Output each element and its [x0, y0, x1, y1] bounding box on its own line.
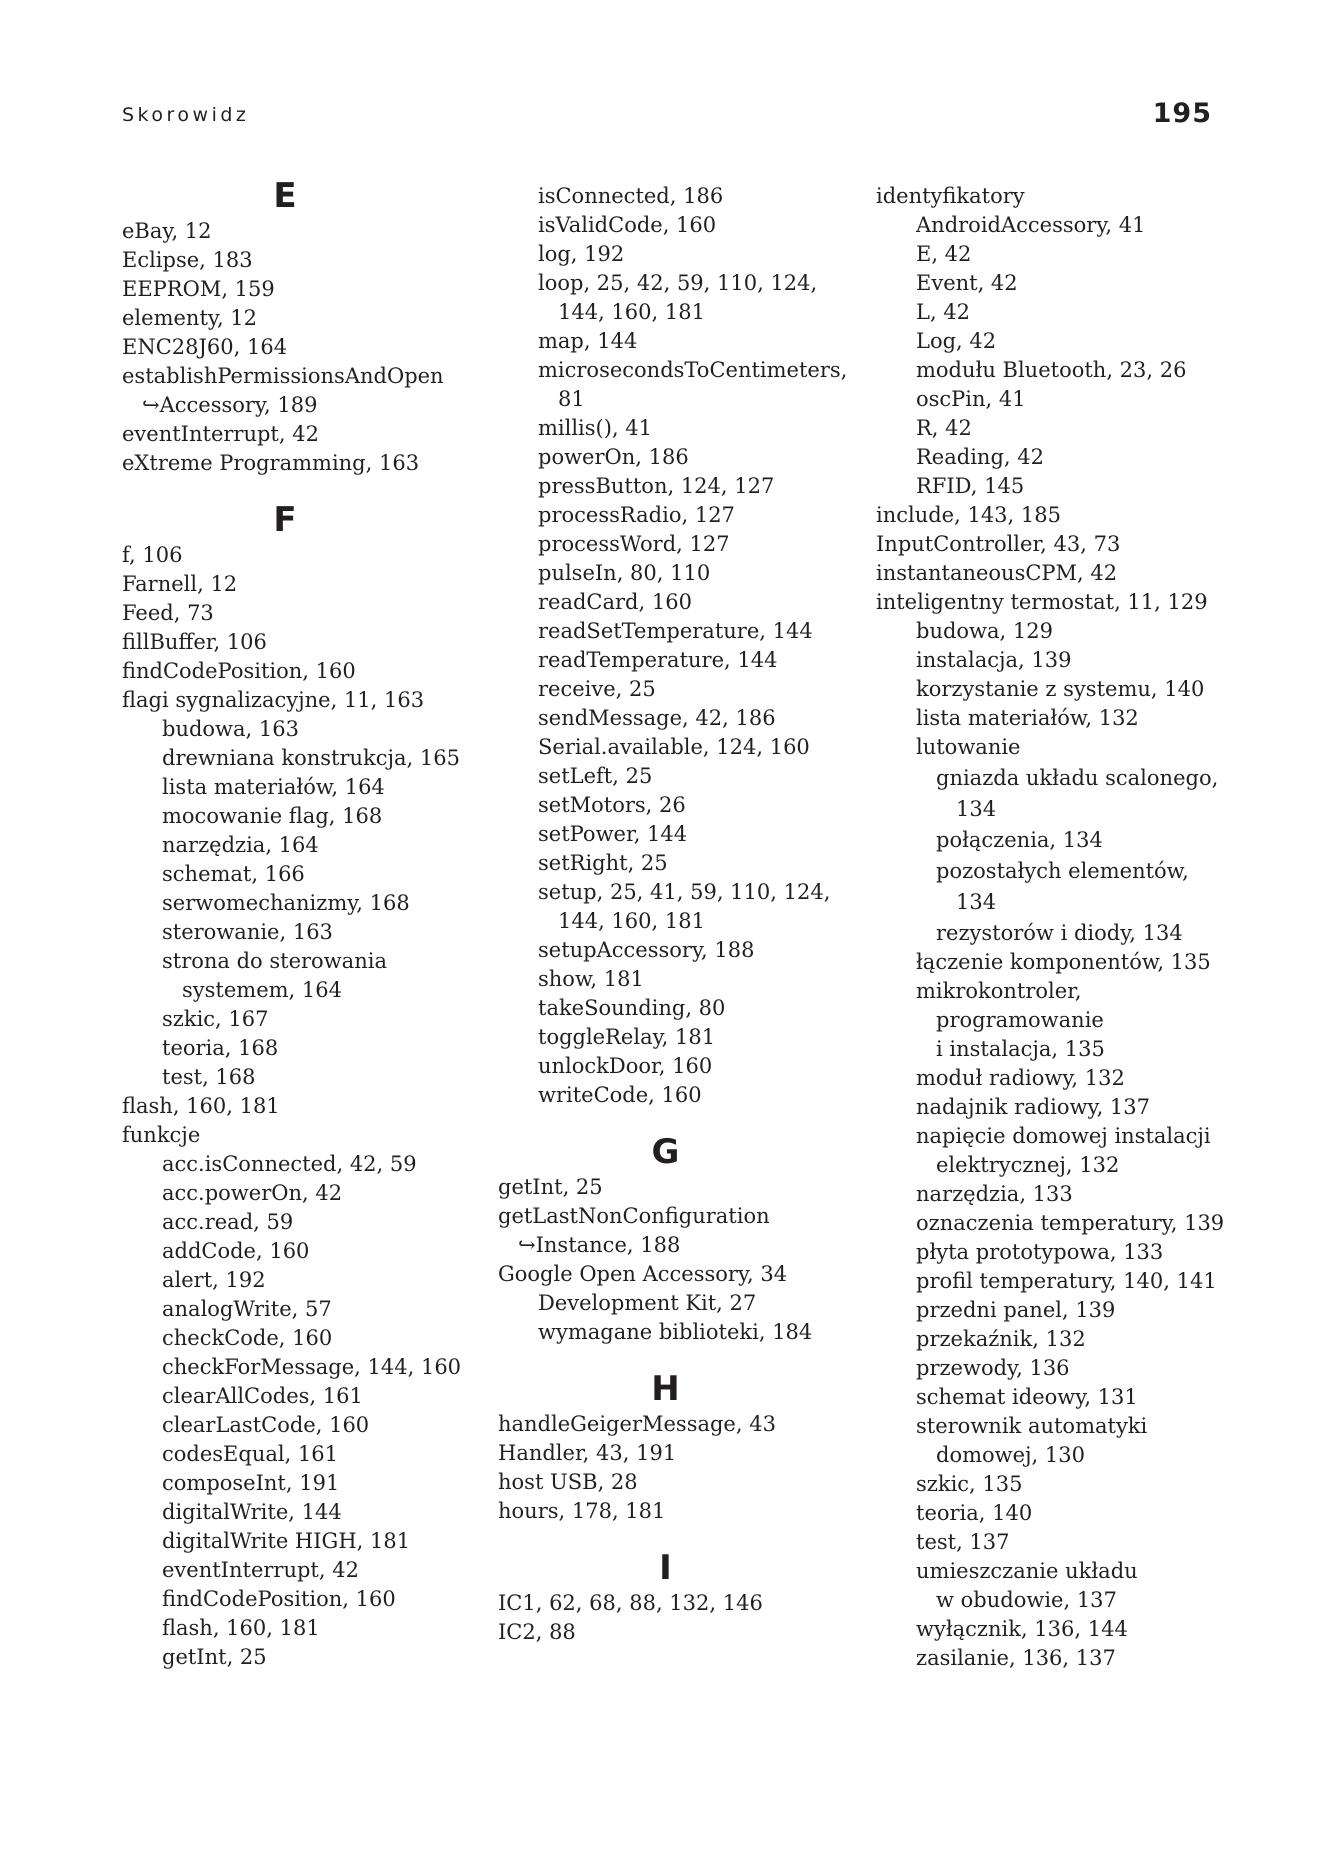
index-subentry: clearLastCode, 160 [162, 1413, 370, 1437]
index-subentry: przekaźnik, 132 [916, 1327, 1086, 1351]
index-subentry: korzystanie z systemu, 140 [916, 677, 1205, 701]
index-entry: Handler, 43, 191 [498, 1441, 677, 1465]
index-subentry: acc.powerOn, 42 [162, 1181, 343, 1205]
index-subentry: schemat, 166 [162, 862, 305, 886]
index-subentry: przedni panel, 139 [916, 1298, 1116, 1322]
index-subentry: test, 137 [916, 1530, 1010, 1554]
index-subentry: mikrokontroler, [916, 979, 1082, 1003]
index-subentry-continuation: 144, 160, 181 [558, 300, 705, 324]
index-subentry: flash, 160, 181 [162, 1616, 320, 1640]
index-subentry: RFID, 145 [916, 474, 1025, 498]
index-entry: funkcje [122, 1123, 201, 1147]
index-subentry: takeSounding, 80 [538, 996, 726, 1020]
index-entry: inteligentny termostat, 11, 129 [876, 590, 1208, 614]
index-entry: Eclipse, 183 [122, 248, 253, 272]
index-subsubentry: pozostałych elementów, [936, 859, 1189, 883]
index-subentry: setupAccessory, 188 [538, 938, 755, 962]
index-subentry: łączenie komponentów, 135 [916, 950, 1211, 974]
index-subentry: Event, 42 [916, 271, 1018, 295]
index-entry: establishPermissionsAndOpen [122, 364, 444, 388]
index-subentry: oznaczenia temperatury, 139 [916, 1211, 1225, 1235]
index-subentry: digitalWrite HIGH, 181 [162, 1529, 411, 1553]
index-entry: f, 106 [122, 543, 183, 567]
index-subentry: codesEqual, 161 [162, 1442, 339, 1466]
index-subentry: digitalWrite, 144 [162, 1500, 342, 1524]
index-subentry: readCard, 160 [538, 590, 692, 614]
index-subentry: płyta prototypowa, 133 [916, 1240, 1164, 1264]
index-subentry: acc.isConnected, 42, 59 [162, 1152, 417, 1176]
index-subentry: teoria, 168 [162, 1036, 279, 1060]
index-subentry: setLeft, 25 [538, 764, 653, 788]
index-subentry: readSetTemperature, 144 [538, 619, 813, 643]
index-entry: handleGeigerMessage, 43 [498, 1412, 776, 1436]
index-subentry: Log, 42 [916, 329, 997, 353]
index-entry: flash, 160, 181 [122, 1094, 280, 1118]
section-letter-h: H [651, 1369, 680, 1409]
index-subentry: lutowanie [916, 735, 1021, 759]
index-subentry: toggleRelay, 181 [538, 1025, 716, 1049]
index-subentry: szkic, 135 [916, 1472, 1023, 1496]
index-entry: hours, 178, 181 [498, 1499, 666, 1523]
index-entry: findCodePosition, 160 [122, 659, 356, 683]
index-entry-continuation: ↪Accessory, 189 [142, 393, 318, 417]
index-subentry: L, 42 [916, 300, 971, 324]
index-entry-continuation: ↪Instance, 188 [518, 1233, 681, 1257]
index-subentry: processWord, 127 [538, 532, 730, 556]
index-subentry: setRight, 25 [538, 851, 668, 875]
index-subentry: show, 181 [538, 967, 644, 991]
index-entry: flagi sygnalizacyjne, 11, 163 [122, 688, 425, 712]
index-entry: getLastNonConfiguration [498, 1204, 770, 1228]
index-subentry: mocowanie flag, 168 [162, 804, 383, 828]
index-subentry: readTemperature, 144 [538, 648, 778, 672]
index-subentry: wymagane biblioteki, 184 [538, 1320, 813, 1344]
index-subentry: isValidCode, 160 [538, 213, 717, 237]
index-entry: getInt, 25 [498, 1175, 603, 1199]
index-subentry: Reading, 42 [916, 445, 1044, 469]
index-subentry: log, 192 [538, 242, 625, 266]
index-entry: eBay, 12 [122, 219, 212, 243]
index-subentry: microsecondsToCentimeters, [538, 358, 848, 382]
index-subentry: addCode, 160 [162, 1239, 310, 1263]
index-subentry-continuation: domowej, 130 [936, 1443, 1085, 1467]
index-entry: InputController, 43, 73 [876, 532, 1121, 556]
index-subentry: map, 144 [538, 329, 638, 353]
index-subentry: narzędzia, 133 [916, 1182, 1073, 1206]
index-subentry-continuation: i instalacja, 135 [936, 1037, 1105, 1061]
index-subentry: serwomechanizmy, 168 [162, 891, 410, 915]
index-entry: eXtreme Programming, 163 [122, 451, 420, 475]
index-entry: Google Open Accessory, 34 [498, 1262, 788, 1286]
index-subentry: schemat ideowy, 131 [916, 1385, 1138, 1409]
index-subentry: writeCode, 160 [538, 1083, 702, 1107]
index-subentry: powerOn, 186 [538, 445, 689, 469]
index-entry: Feed, 73 [122, 601, 214, 625]
index-subentry: processRadio, 127 [538, 503, 735, 527]
index-subsubentry-continuation: 134 [956, 890, 997, 914]
index-subentry: isConnected, 186 [538, 184, 724, 208]
index-subentry: composeInt, 191 [162, 1471, 340, 1495]
index-subentry: getInt, 25 [162, 1645, 267, 1669]
index-subentry: sendMessage, 42, 186 [538, 706, 776, 730]
index-subsubentry-continuation: 134 [956, 797, 997, 821]
index-subentry: unlockDoor, 160 [538, 1054, 713, 1078]
index-subentry: wyłącznik, 136, 144 [916, 1617, 1128, 1641]
index-subentry: AndroidAccessory, 41 [916, 213, 1146, 237]
index-subentry: loop, 25, 42, 59, 110, 124, [538, 271, 818, 295]
index-subentry: napięcie domowej instalacji [916, 1124, 1211, 1148]
index-subsubentry: gniazda układu scalonego, [936, 766, 1219, 790]
index-entry: IC2, 88 [498, 1620, 576, 1644]
index-entry: identyfikatory [876, 184, 1025, 208]
index-subentry-continuation: w obudowie, 137 [936, 1588, 1117, 1612]
index-subentry: narzędzia, 164 [162, 833, 319, 857]
index-column-1 [122, 176, 462, 1672]
index-subentry: zasilanie, 136, 137 [916, 1646, 1116, 1670]
index-subentry: drewniana konstrukcja, 165 [162, 746, 460, 770]
index-subentry: Serial.available, 124, 160 [538, 735, 810, 759]
section-letter-i: I [659, 1548, 672, 1588]
index-entry: elementy, 12 [122, 306, 258, 330]
index-subentry: budowa, 129 [916, 619, 1053, 643]
index-subentry-continuation: 144, 160, 181 [558, 909, 705, 933]
index-subentry: setup, 25, 41, 59, 110, 124, [538, 880, 831, 904]
index-subentry: instalacja, 139 [916, 648, 1072, 672]
index-subentry: setPower, 144 [538, 822, 688, 846]
index-subentry: sterownik automatyki [916, 1414, 1148, 1438]
index-entry: fillBuffer, 106 [122, 630, 267, 654]
index-subentry-continuation: 81 [558, 387, 585, 411]
index-subentry: Development Kit, 27 [538, 1291, 757, 1315]
index-subentry: E, 42 [916, 242, 972, 266]
index-entry: EEPROM, 159 [122, 277, 275, 301]
index-subentry-continuation: programowanie [936, 1008, 1104, 1032]
index-subentry: strona do sterowania [162, 949, 387, 973]
index-subentry: lista materiałów, 132 [916, 706, 1139, 730]
index-subentry: alert, 192 [162, 1268, 266, 1292]
index-entry: Farnell, 12 [122, 572, 238, 596]
index-subentry: analogWrite, 57 [162, 1297, 332, 1321]
page-number: 195 [1152, 98, 1212, 129]
index-subentry: millis(), 41 [538, 416, 653, 440]
index-subentry-continuation: systemem, 164 [182, 978, 342, 1002]
index-subentry: findCodePosition, 160 [162, 1587, 396, 1611]
index-entry: eventInterrupt, 42 [122, 422, 319, 446]
section-letter-e: E [273, 176, 297, 216]
index-subentry: acc.read, 59 [162, 1210, 294, 1234]
index-subentry: pulseIn, 80, 110 [538, 561, 711, 585]
index-subentry: eventInterrupt, 42 [162, 1558, 359, 1582]
index-subentry: sterowanie, 163 [162, 920, 333, 944]
index-subentry: nadajnik radiowy, 137 [916, 1095, 1151, 1119]
index-entry: IC1, 62, 68, 88, 132, 146 [498, 1591, 763, 1615]
index-subsubentry: rezystorów i diody, 134 [936, 921, 1183, 945]
index-subentry: checkCode, 160 [162, 1326, 333, 1350]
index-entry: ENC28J60, 164 [122, 335, 288, 359]
index-entry: host USB, 28 [498, 1470, 638, 1494]
index-column-2 [498, 182, 848, 1647]
index-subentry: budowa, 163 [162, 717, 299, 741]
index-subentry: setMotors, 26 [538, 793, 686, 817]
index-subentry: oscPin, 41 [916, 387, 1026, 411]
index-subentry: profil temperatury, 140, 141 [916, 1269, 1217, 1293]
index-subentry: clearAllCodes, 161 [162, 1384, 363, 1408]
index-subentry: teoria, 140 [916, 1501, 1033, 1525]
index-subentry: przewody, 136 [916, 1356, 1070, 1380]
index-subentry: pressButton, 124, 127 [538, 474, 775, 498]
index-subentry-continuation: elektrycznej, 132 [936, 1153, 1120, 1177]
index-subentry: moduł radiowy, 132 [916, 1066, 1125, 1090]
index-entry: include, 143, 185 [876, 503, 1061, 527]
index-subentry: szkic, 167 [162, 1007, 269, 1031]
index-subentry: modułu Bluetooth, 23, 26 [916, 358, 1187, 382]
index-subentry: receive, 25 [538, 677, 656, 701]
section-letter-g: G [651, 1132, 680, 1172]
index-subentry: test, 168 [162, 1065, 256, 1089]
index-subentry: lista materiałów, 164 [162, 775, 385, 799]
index-subsubentry: połączenia, 134 [936, 828, 1103, 852]
index-column-3 [876, 182, 1225, 1673]
index-subentry: checkForMessage, 144, 160 [162, 1355, 462, 1379]
index-subentry: R, 42 [916, 416, 972, 440]
index-subentry: umieszczanie układu [916, 1559, 1138, 1583]
section-letter-f: F [273, 500, 297, 540]
index-entry: instantaneousCPM, 42 [876, 561, 1118, 585]
running-head: Skorowidz [122, 104, 250, 126]
